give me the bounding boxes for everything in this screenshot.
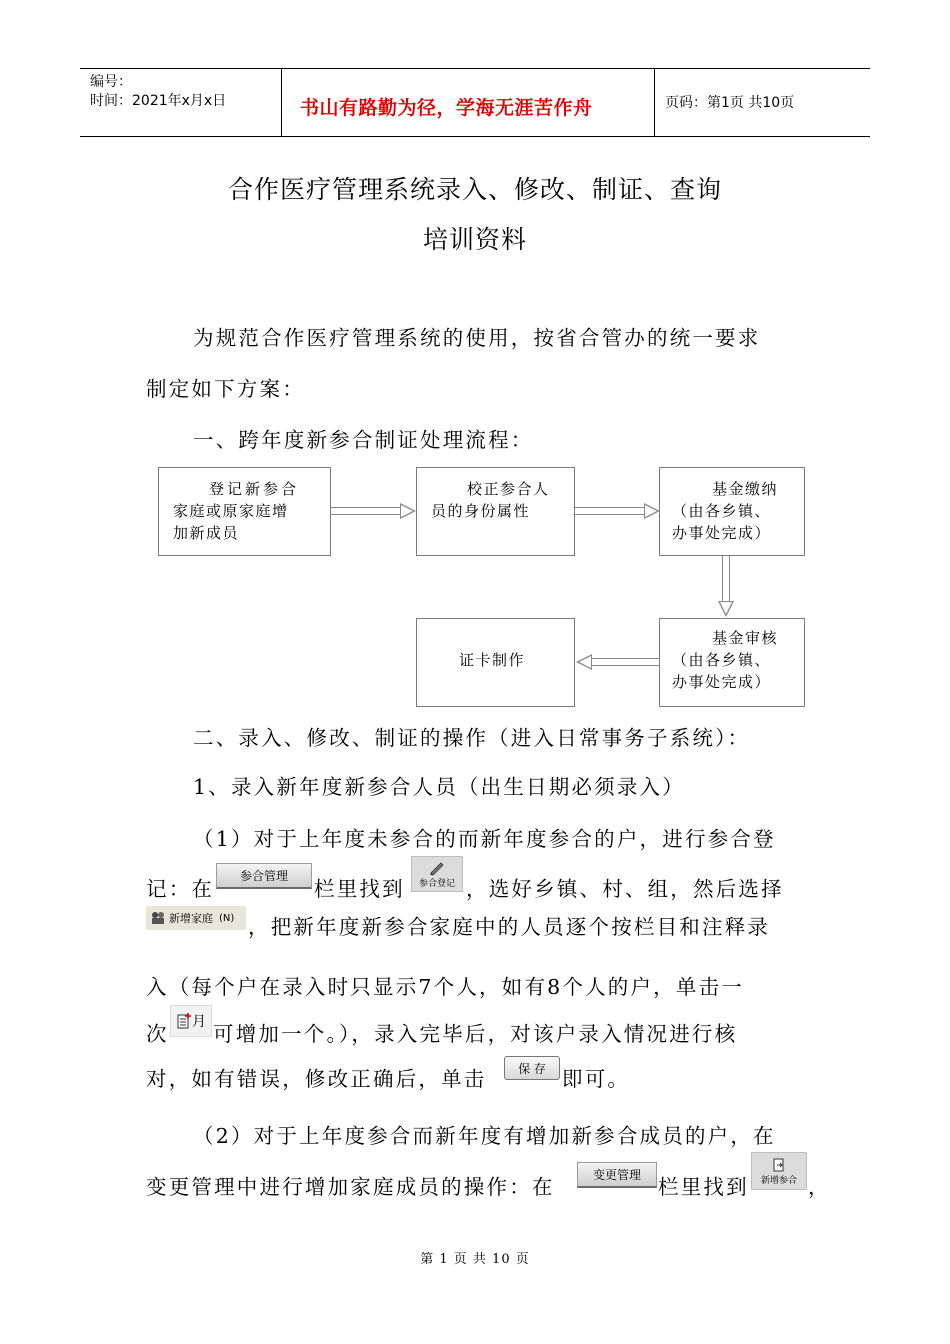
page-footer: 第 1 页 共 10 页 [420, 1252, 530, 1267]
enroll-register-button[interactable] [411, 856, 463, 892]
section-heading: 一、跨年度新参合制证处理流程： [193, 428, 534, 452]
flow-box-payment [659, 467, 805, 556]
arrow-right-icon [644, 503, 660, 519]
document-title: 合作医疗管理系统录入、修改、制证、查询 [227, 175, 722, 204]
flow-arrow [722, 556, 730, 602]
paragraph-text: 记：在 [146, 877, 215, 901]
flow-text: 办事处完成） [672, 673, 772, 691]
doc-code: 编号： [90, 74, 132, 90]
flow-text: （由各乡镇、 [672, 651, 772, 669]
flow-text: 加新成员 [173, 524, 240, 542]
flow-box-verify [416, 467, 575, 556]
new-family-button[interactable] [146, 906, 246, 930]
paragraph-text: ，选好乡镇、村、组，然后选择 [466, 877, 784, 901]
paragraph-text: 对，如有错误，修改正确后，单击 [146, 1067, 487, 1091]
header-bottom-rule [80, 136, 870, 137]
flow-box-register [158, 467, 331, 556]
new-member-label: 新增参合 [760, 1175, 797, 1186]
family-icon [150, 911, 166, 925]
flow-text: 证卡制作 [459, 651, 526, 669]
flow-text: 办事处完成） [672, 524, 772, 542]
header-divider [281, 68, 282, 136]
flow-box-card [416, 618, 575, 707]
document-arrow-icon [771, 1157, 787, 1173]
document-subtitle: 培训资料 [422, 225, 527, 254]
arrow-down-icon [718, 601, 734, 617]
paragraph-text: 次 [146, 1022, 169, 1046]
flow-arrow [575, 507, 645, 515]
paragraph-text: 栏里找到 [658, 1175, 749, 1199]
doc-date: 时间：2021年x月x日 [90, 93, 227, 109]
enroll-management-tab[interactable]: 参合管理 [216, 863, 312, 889]
save-button[interactable]: 保 存 [504, 1056, 560, 1080]
flow-text: 校正参合人 [467, 480, 550, 498]
pencil-icon [428, 860, 446, 876]
flow-text: 登记新参合 [209, 480, 300, 498]
intro-line: 为规范合作医疗管理系统的使用，按省合管办的统一要求 [193, 326, 761, 350]
header-page-info: 页码：第1页 共10页 [665, 95, 795, 111]
add-document-icon [176, 1012, 192, 1030]
header-divider [654, 68, 655, 136]
paragraph-line: 入（每个户在录入时只显示7个人，如有8个人的户，单击一 [146, 975, 744, 999]
flow-box-audit [659, 618, 805, 707]
paragraph-text: 即可。 [562, 1067, 631, 1091]
header-top-rule [80, 68, 870, 69]
change-management-tab[interactable]: 变更管理 [577, 1162, 657, 1188]
enroll-register-label: 参合登记 [418, 878, 455, 889]
flow-text: （由各乡镇、 [672, 502, 772, 520]
flow-text: 员的身份属性 [431, 502, 531, 520]
flow-arrow [591, 658, 659, 666]
new-family-shortcut: (N) [219, 912, 235, 924]
flow-arrow [331, 507, 401, 515]
arrow-left-icon [576, 654, 592, 670]
paragraph-text: 可增加一个。），录入完毕后，对该户录入情况进行核 [213, 1022, 738, 1046]
intro-line: 制定如下方案： [146, 377, 305, 401]
arrow-right-icon [400, 503, 416, 519]
header-motto: 书山有路勤为径，学海无涯苦作舟 [300, 97, 593, 119]
add-row-label: 月 [192, 1014, 206, 1030]
paragraph-line: （2）对于上年度参合而新年度有增加新参合成员的户，在 [193, 1124, 776, 1148]
section-heading: 二、录入、修改、制证的操作（进入日常事务子系统）： [193, 726, 751, 750]
add-row-button[interactable] [170, 1005, 212, 1037]
paragraph-text: 变更管理中进行增加家庭成员的操作：在 [146, 1175, 555, 1199]
paragraph-text: 栏里找到 [314, 877, 405, 901]
flow-text: 家庭或原家庭增 [173, 502, 289, 520]
paragraph-line: （1）对于上年度未参合的而新年度参合的户，进行参合登 [193, 827, 776, 851]
paragraph-text: ，把新年度新参合家庭中的人员逐个按栏目和注释录 [248, 915, 771, 939]
flow-text: 基金缴纳 [712, 480, 779, 498]
new-member-button[interactable] [751, 1152, 807, 1190]
paragraph-text: ， [808, 1175, 831, 1199]
new-family-label: 新增家庭 [169, 912, 213, 925]
item-heading: 1、录入新年度新参合人员（出生日期必须录入） [193, 775, 685, 799]
flow-text: 基金审核 [712, 629, 779, 647]
